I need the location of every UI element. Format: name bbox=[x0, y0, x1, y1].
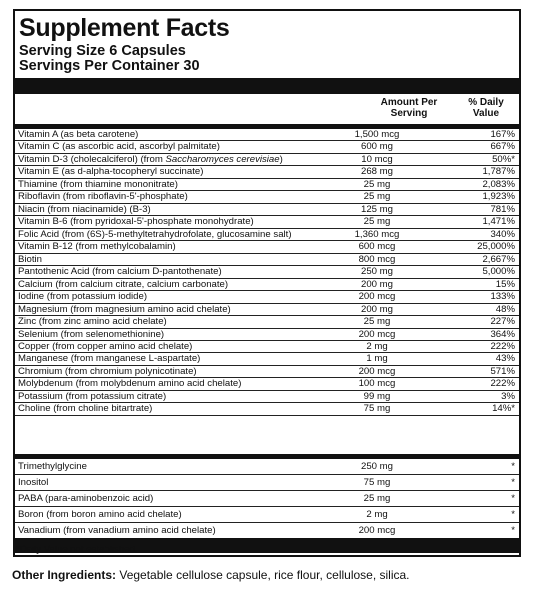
nutrient-amount: 200 mg bbox=[361, 303, 393, 315]
nutrient-name: Choline (from choline bitartrate) bbox=[18, 403, 153, 415]
nutrient-amount: 10 mcg bbox=[361, 153, 393, 165]
nutrient-amount: 2 mg bbox=[366, 509, 388, 520]
nutrient-amount: 25 mg bbox=[363, 191, 391, 203]
nutrient-name: Vitamin E (as d-alpha-tocopheryl succinate) bbox=[18, 166, 204, 178]
nutrient-name: Vitamin B-6 (from pyridoxal-5'-phosphate monohydrate) bbox=[18, 216, 254, 228]
nutrient-amount: 600 mg bbox=[361, 141, 393, 153]
nutrient-name: Niacin (from niacinamide) (B-3) bbox=[18, 203, 151, 215]
nutrient-name: Pantothenic Acid (from calcium D-pantothenate) bbox=[18, 266, 222, 278]
nutrient-amount: 125 mg bbox=[361, 203, 393, 215]
nutrient-daily-value: 571% bbox=[490, 365, 515, 377]
nutrient-amount: 25 mg bbox=[363, 178, 391, 190]
other-nutrient-table bbox=[15, 459, 519, 539]
table-row bbox=[15, 241, 519, 253]
nutrient-daily-value: 1,787% bbox=[482, 166, 515, 178]
nutrient-amount: 800 mcg bbox=[358, 253, 396, 265]
nutrient-daily-value: 3% bbox=[501, 390, 515, 402]
nutrient-name: Molybdenum (from molybdenum amino acid chelate) bbox=[18, 378, 242, 390]
nutrient-daily-value: 1,923% bbox=[482, 191, 515, 203]
nutrient-daily-value: 667% bbox=[490, 141, 515, 153]
nutrient-name: Thiamine (from thiamine mononitrate) bbox=[18, 178, 178, 190]
table-row bbox=[15, 291, 519, 303]
table-row bbox=[15, 523, 519, 539]
daily-value-header: % Daily Value bbox=[468, 97, 504, 119]
table-row bbox=[15, 179, 519, 191]
footnote: *Daily Value not established. bbox=[16, 544, 138, 555]
panel-title: Supplement Facts bbox=[19, 14, 230, 42]
nutrient-name: Riboflavin (from riboflavin-5'-phosphate) bbox=[18, 191, 188, 203]
nutrient-name: Selenium (from selenomethionine) bbox=[18, 328, 165, 340]
nutrient-daily-value: 222% bbox=[490, 340, 515, 352]
nutrient-daily-value: 2,083% bbox=[482, 178, 515, 190]
nutrient-name: Calcium (from calcium citrate, calcium carbonate) bbox=[18, 278, 229, 290]
nutrient-daily-value: 340% bbox=[490, 228, 515, 240]
nutrient-amount: 200 mg bbox=[361, 278, 393, 290]
nutrient-daily-value: 227% bbox=[490, 316, 515, 328]
nutrient-name: Trimethylglycine bbox=[18, 461, 87, 472]
nutrient-amount: 268 mg bbox=[361, 166, 393, 178]
table-row bbox=[15, 391, 519, 403]
nutrient-amount: 200 mcg bbox=[358, 328, 396, 340]
table-row bbox=[15, 229, 519, 241]
table-row bbox=[15, 475, 519, 491]
table-row bbox=[15, 329, 519, 341]
nutrient-daily-value: * bbox=[511, 509, 515, 520]
nutrient-amount: 25 mg bbox=[363, 216, 391, 228]
nutrient-amount: 1,500 mcg bbox=[354, 129, 400, 140]
nutrient-amount: 75 mg bbox=[363, 403, 391, 415]
table-row bbox=[15, 254, 519, 266]
nutrient-amount: 200 mcg bbox=[358, 365, 396, 377]
nutrient-daily-value: 364% bbox=[490, 328, 515, 340]
nutrient-amount: 1,360 mcg bbox=[354, 228, 400, 240]
nutrient-amount: 1 mg bbox=[366, 353, 388, 365]
nutrient-daily-value: 222% bbox=[490, 378, 515, 390]
nutrient-daily-value: 43% bbox=[495, 353, 515, 365]
table-row bbox=[15, 279, 519, 291]
nutrient-amount: 200 mcg bbox=[358, 291, 396, 303]
nutrient-daily-value: * bbox=[511, 493, 515, 504]
nutrient-name: Vitamin A (as beta carotene) bbox=[18, 129, 139, 140]
table-row bbox=[15, 341, 519, 353]
table-row bbox=[15, 216, 519, 228]
table-row bbox=[15, 459, 519, 475]
nutrient-name: Copper (from copper amino acid chelate) bbox=[18, 340, 193, 352]
nutrient-amount: 25 mg bbox=[363, 316, 391, 328]
supplement-facts-panel bbox=[13, 9, 521, 557]
nutrient-daily-value: 48% bbox=[495, 303, 515, 315]
nutrient-name: PABA (para-aminobenzoic acid) bbox=[18, 493, 154, 504]
amount-per-serving-header: Amount Per Serving bbox=[380, 97, 438, 119]
nutrient-daily-value: 14%* bbox=[492, 403, 515, 415]
nutrient-name: Vanadium (from vanadium amino acid chelate) bbox=[18, 525, 216, 536]
table-row bbox=[15, 266, 519, 278]
nutrient-amount: 250 mg bbox=[361, 461, 393, 472]
other-ingredients bbox=[12, 568, 410, 583]
nutrient-name: Chromium (from chromium polynicotinate) bbox=[18, 365, 197, 377]
nutrient-amount: 2 mg bbox=[366, 340, 388, 352]
nutrient-daily-value: 2,667% bbox=[482, 253, 515, 265]
table-row bbox=[15, 316, 519, 328]
nutrient-name: Magnesium (from magnesium amino acid chelate) bbox=[18, 303, 231, 315]
nutrient-daily-value: 781% bbox=[490, 203, 515, 215]
nutrient-daily-value: 1,471% bbox=[482, 216, 515, 228]
nutrient-amount: 75 mg bbox=[363, 477, 391, 488]
nutrient-name: Boron (from boron amino acid chelate) bbox=[18, 509, 182, 520]
table-row bbox=[15, 378, 519, 390]
nutrient-name: Potassium (from potassium citrate) bbox=[18, 390, 167, 402]
table-row bbox=[15, 129, 519, 141]
table-row bbox=[15, 304, 519, 316]
nutrient-daily-value: 167% bbox=[490, 129, 515, 140]
table-row bbox=[15, 154, 519, 166]
nutrient-name: Zinc (from zinc amino acid chelate) bbox=[18, 316, 167, 328]
nutrient-name: Manganese (from manganese L-aspartate) bbox=[18, 353, 201, 365]
serving-size: Serving Size 6 Capsules bbox=[19, 43, 186, 59]
nutrient-name: Biotin bbox=[18, 253, 42, 265]
nutrient-daily-value: 133% bbox=[490, 291, 515, 303]
nutrient-table bbox=[15, 129, 519, 416]
table-row bbox=[15, 191, 519, 203]
table-row bbox=[15, 403, 519, 415]
nutrient-name: Inositol bbox=[18, 477, 49, 488]
nutrient-daily-value: * bbox=[511, 525, 515, 536]
nutrient-daily-value: * bbox=[511, 461, 515, 472]
table-row bbox=[15, 141, 519, 153]
table-row bbox=[15, 491, 519, 507]
table-row bbox=[15, 366, 519, 378]
nutrient-name: Vitamin C (as ascorbic acid, ascorbyl palmitate) bbox=[18, 141, 220, 153]
nutrient-daily-value: * bbox=[511, 477, 515, 488]
nutrient-amount: 99 mg bbox=[363, 390, 391, 402]
nutrient-daily-value: 25,000% bbox=[477, 241, 515, 253]
nutrient-daily-value: 50%* bbox=[492, 153, 515, 165]
nutrient-amount: 25 mg bbox=[363, 493, 391, 504]
table-row bbox=[15, 166, 519, 178]
nutrient-daily-value: 5,000% bbox=[482, 266, 515, 278]
nutrient-amount: 250 mg bbox=[361, 266, 393, 278]
nutrient-amount: 100 mcg bbox=[358, 378, 396, 390]
nutrient-amount: 600 mcg bbox=[358, 241, 396, 253]
header-divider-bar bbox=[15, 78, 519, 94]
table-row bbox=[15, 353, 519, 365]
table-row bbox=[15, 507, 519, 523]
nutrient-name: Iodine (from potassium iodide) bbox=[18, 291, 148, 303]
table-row bbox=[15, 204, 519, 216]
servings-per-container: Servings Per Container 30 bbox=[19, 58, 200, 74]
nutrient-amount: 200 mcg bbox=[358, 525, 396, 536]
nutrient-name: Vitamin B-12 (from methylcobalamin) bbox=[18, 241, 176, 253]
nutrient-name: Folic Acid (from (6S)-5-methyltetrahydrofolate, glucosamine salt) bbox=[18, 228, 292, 240]
other-ingredients-text: Vegetable cellulose capsule, rice flour, cellulose, silica. bbox=[116, 568, 410, 582]
nutrient-daily-value: 15% bbox=[495, 278, 515, 290]
other-ingredients-label: Other Ingredients: bbox=[12, 568, 117, 582]
nutrient-name: Vitamin D-3 (cholecalciferol) (from Saccharomyces cerevisiae) bbox=[18, 153, 283, 165]
